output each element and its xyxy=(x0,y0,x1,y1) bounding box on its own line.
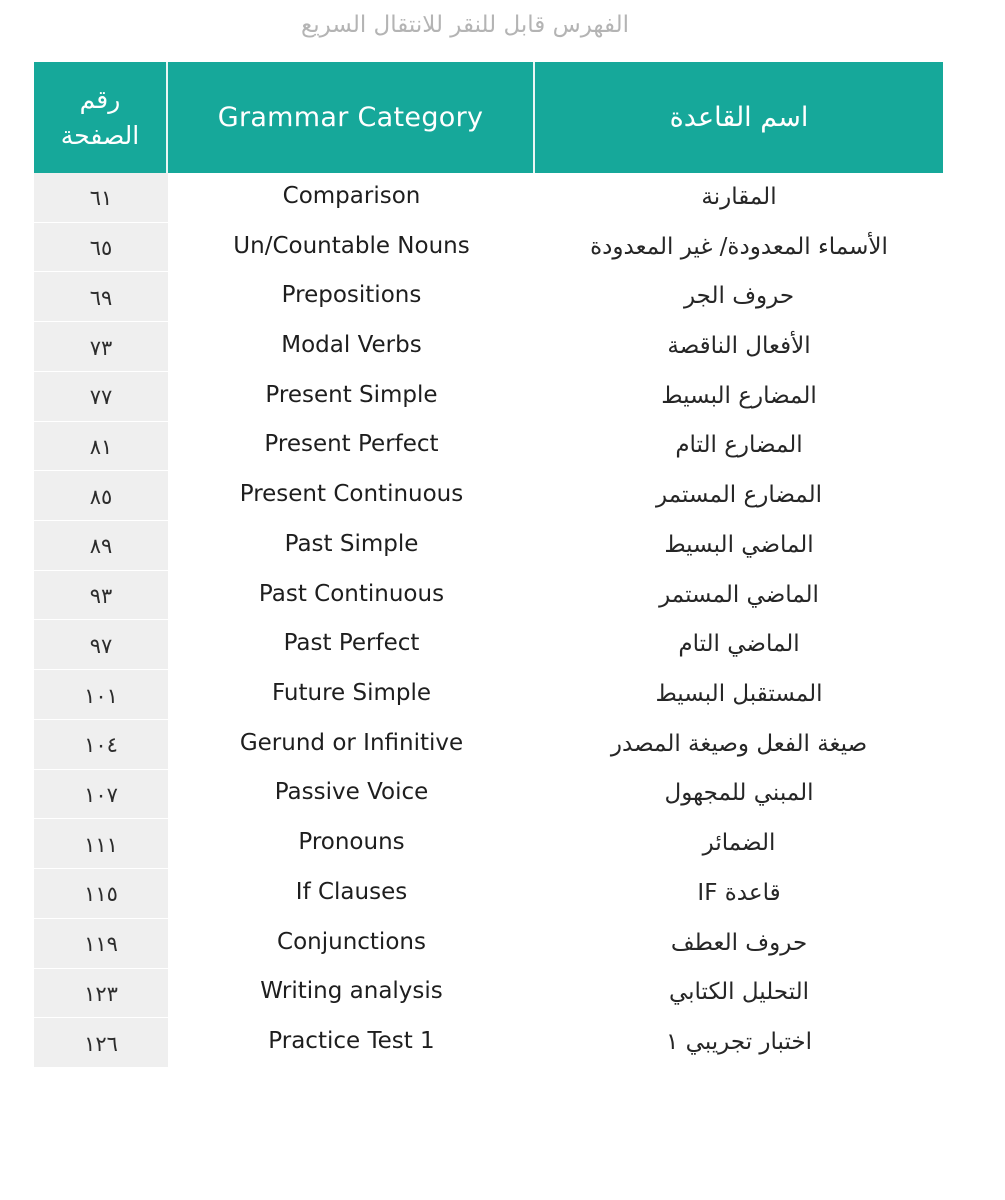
grammar-category-link[interactable]: Prepositions xyxy=(281,282,422,309)
page-number[interactable]: ١٢٣ xyxy=(34,969,168,1019)
table-row[interactable] xyxy=(34,422,943,472)
rule-name-link[interactable]: المضارع التام xyxy=(675,432,803,459)
rule-name-link[interactable]: الماضي المستمر xyxy=(659,581,819,608)
header-page-number xyxy=(34,62,168,173)
page-number[interactable]: ١٠٤ xyxy=(34,720,168,770)
rule-name-link[interactable]: الماضي التام xyxy=(678,631,800,658)
page-number[interactable]: ٧٣ xyxy=(34,322,168,372)
table-row[interactable] xyxy=(34,322,943,372)
page-title: الفهرس قابل للنقر للانتقال السريع xyxy=(300,12,630,38)
table-row[interactable] xyxy=(34,173,943,223)
rule-name-link[interactable]: المبني للمجهول xyxy=(664,780,814,807)
grammar-category-link[interactable]: Present Continuous xyxy=(239,481,464,508)
grammar-category-link[interactable]: If Clauses xyxy=(295,878,408,905)
page-number[interactable]: ٦٥ xyxy=(34,223,168,273)
grammar-category-link[interactable]: Present Simple xyxy=(265,381,438,408)
index-table xyxy=(34,62,943,1068)
page-number[interactable]: ٦١ xyxy=(34,173,168,223)
page-number[interactable]: ٨٩ xyxy=(34,521,168,571)
grammar-category-link[interactable]: Un/Countable Nouns xyxy=(233,232,470,259)
rule-name-link[interactable]: الماضي البسيط xyxy=(664,531,814,558)
grammar-category-link[interactable]: Present Perfect xyxy=(264,431,439,458)
table-row[interactable] xyxy=(34,670,943,720)
table-body xyxy=(34,173,943,1068)
page-number[interactable]: ٨١ xyxy=(34,422,168,472)
rule-name-link[interactable]: حروف الجر xyxy=(683,283,795,310)
table-row[interactable] xyxy=(34,770,943,820)
grammar-category-link[interactable]: Writing analysis xyxy=(260,978,443,1005)
table-row[interactable] xyxy=(34,372,943,422)
table-row[interactable] xyxy=(34,1018,943,1068)
grammar-category-link[interactable]: Future Simple xyxy=(271,680,432,707)
rule-name-link[interactable]: الضمائر xyxy=(702,830,776,857)
page-number[interactable]: ١٠١ xyxy=(34,670,168,720)
page-number[interactable]: ١٢٦ xyxy=(34,1018,168,1068)
table-row[interactable] xyxy=(34,919,943,969)
rule-name-link[interactable]: المستقبل البسيط xyxy=(655,681,823,708)
rule-name-link[interactable]: الأسماء المعدودة/ غير المعدودة xyxy=(590,233,888,260)
table-header xyxy=(34,62,943,173)
page-number[interactable]: ٦٩ xyxy=(34,272,168,322)
header-rule-name: اسم القاعدة xyxy=(669,102,809,133)
rule-name-link[interactable]: المضارع البسيط xyxy=(661,382,817,409)
table-row[interactable] xyxy=(34,272,943,322)
page-number[interactable]: ١١١ xyxy=(34,819,168,869)
page-number[interactable]: ١١٩ xyxy=(34,919,168,969)
table-row[interactable] xyxy=(34,620,943,670)
page-number[interactable]: ٩٣ xyxy=(34,571,168,621)
rule-name-link[interactable]: المضارع المستمر xyxy=(656,482,822,509)
table-row[interactable] xyxy=(34,969,943,1019)
page-number[interactable]: ٩٧ xyxy=(34,620,168,670)
rule-name-link[interactable]: قاعدة IF xyxy=(697,879,781,906)
table-row[interactable] xyxy=(34,869,943,919)
rule-name-link[interactable]: المقارنة xyxy=(701,183,777,210)
grammar-category-link[interactable]: Modal Verbs xyxy=(281,332,422,359)
grammar-category-link[interactable]: Comparison xyxy=(282,182,421,209)
table-row[interactable] xyxy=(34,571,943,621)
header-page-label: رقم الصفحة xyxy=(60,84,140,150)
grammar-category-link[interactable]: Gerund or Infinitive xyxy=(239,729,464,756)
page-number[interactable]: ١١٥ xyxy=(34,869,168,919)
table-row[interactable] xyxy=(34,471,943,521)
grammar-category-link[interactable]: Conjunctions xyxy=(277,928,426,955)
grammar-category-link[interactable]: Passive Voice xyxy=(274,779,429,806)
page-number[interactable]: ٧٧ xyxy=(34,372,168,422)
table-row[interactable] xyxy=(34,819,943,869)
grammar-category-link[interactable]: Past Simple xyxy=(284,530,419,557)
table-row[interactable] xyxy=(34,521,943,571)
table-row[interactable] xyxy=(34,223,943,273)
header-grammar-category: Grammar Category xyxy=(168,62,535,173)
rule-name-link[interactable]: اختبار تجريبي ١ xyxy=(665,1029,813,1056)
rule-name-link[interactable]: صيغة الفعل وصيغة المصدر xyxy=(610,730,868,757)
grammar-category-link[interactable]: Practice Test 1 xyxy=(268,1028,435,1055)
page-number[interactable]: ١٠٧ xyxy=(34,770,168,820)
rule-name-link[interactable]: التحليل الكتابي xyxy=(668,979,810,1006)
rule-name-link[interactable]: الأفعال الناقصة xyxy=(667,333,811,360)
table-row[interactable] xyxy=(34,720,943,770)
page-number[interactable]: ٨٥ xyxy=(34,471,168,521)
grammar-category-link[interactable]: Past Perfect xyxy=(283,630,420,657)
rule-name-link[interactable]: حروف العطف xyxy=(670,929,808,956)
grammar-category-link[interactable]: Pronouns xyxy=(298,829,405,856)
grammar-category-link[interactable]: Past Continuous xyxy=(258,580,445,607)
